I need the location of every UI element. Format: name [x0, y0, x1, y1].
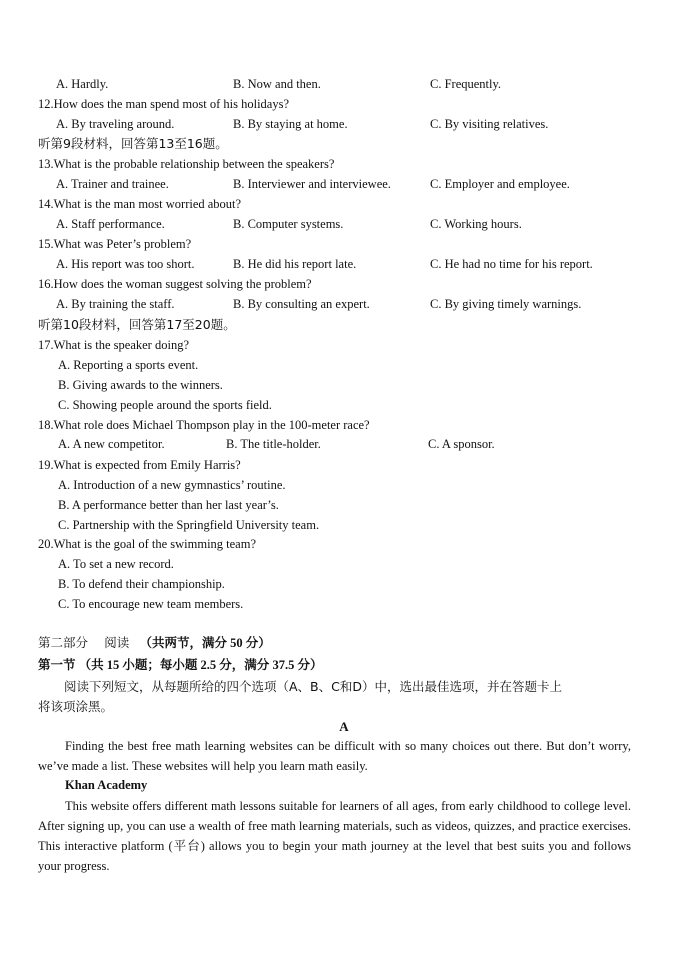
- q17-option-b: B. Giving awards to the winners.: [58, 378, 223, 392]
- q15-option-a: A. His report was too short.: [56, 257, 195, 271]
- q13-stem: 13.What is the probable relationship between the speakers?: [38, 157, 335, 171]
- q14-option-b: B. Computer systems.: [233, 217, 344, 231]
- section-1-count: 15: [106, 658, 120, 672]
- q19-option-c: C. Partnership with the Springfield University team.: [58, 518, 320, 532]
- section-1-each: 2.5: [200, 658, 217, 672]
- q13-option-b: B. Interviewer and interviewee.: [233, 177, 391, 191]
- q16-option-a: A. By training the staff.: [56, 297, 175, 311]
- q17-option-c: C. Showing people around the sports field.: [58, 398, 272, 412]
- section-1-desc-d: 分）: [297, 657, 323, 672]
- q19-option-b: B. A performance better than her last year’s.: [58, 498, 279, 512]
- section-9-heading: 听第9段材料，回答第13至16题。: [38, 136, 228, 151]
- q11-option-a: A. Hardly.: [56, 77, 109, 91]
- q18-option-c: C. A sponsor.: [428, 437, 495, 451]
- passage-body: [38, 796, 631, 876]
- q15-stem: 15.What was Peter’s problem?: [38, 237, 192, 251]
- q12-option-b: B. By staying at home.: [233, 117, 348, 131]
- section-1-desc-b: 小题；每小题: [122, 657, 198, 672]
- q16-stem: 16.How does the woman suggest solving the problem?: [38, 277, 312, 291]
- part-2-desc-pre: （共两节，满分: [139, 635, 228, 650]
- part-2-desc-post: 分）: [245, 635, 271, 650]
- q13-option-a: A. Trainer and trainee.: [56, 177, 169, 191]
- passage-subheading: Khan Academy: [65, 778, 148, 792]
- section-1-desc-a: （共: [78, 657, 104, 672]
- q19-stem: 19.What is expected from Emily Harris?: [38, 458, 241, 472]
- q18-option-a: A. A new competitor.: [58, 437, 165, 451]
- q17-stem: 17.What is the speaker doing?: [38, 338, 189, 352]
- section-1-heading: [38, 657, 322, 673]
- section-1-total: 37.5: [272, 658, 295, 672]
- q15-option-c: C. He had no time for his report.: [430, 257, 593, 271]
- section-1-label: 第一节: [38, 657, 76, 672]
- instruction-line-2: 将该项涂黑。: [38, 699, 114, 714]
- part-2-heading: [38, 635, 271, 651]
- q14-option-a: A. Staff performance.: [56, 217, 165, 231]
- q12-stem: 12.How does the man spend most of his holidays?: [38, 97, 290, 111]
- section-10-heading: 听第10段材料，回答第17至20题。: [38, 317, 236, 332]
- q12-option-c: C. By visiting relatives.: [430, 117, 549, 131]
- q20-option-c: C. To encourage new team members.: [58, 597, 244, 611]
- q14-stem: 14.What is the man most worried about?: [38, 197, 242, 211]
- q13-option-c: C. Employer and employee.: [430, 177, 570, 191]
- q19-option-a: A. Introduction of a new gymnastics’ routine.: [58, 478, 286, 492]
- q14-option-c: C. Working hours.: [430, 217, 522, 231]
- instruction-line-1: 阅读下列短文，从每题所给的四个选项（A、B、C和D）中，选出最佳选项，并在答题卡上: [64, 679, 562, 694]
- q11-option-b: B. Now and then.: [233, 77, 321, 91]
- passage-intro-text: Finding the best free math learning websites can be difficult with so many choices out there. But don’t worry, we’ve made a list. These websites will help you learn math easily.: [38, 739, 631, 773]
- q15-option-b: B. He did his report late.: [233, 257, 357, 271]
- q18-stem: 18.What role does Michael Thompson play in the 100-meter race?: [38, 418, 370, 432]
- q20-stem: 20.What is the goal of the swimming team?: [38, 537, 257, 551]
- q17-option-a: A. Reporting a sports event.: [58, 358, 199, 372]
- q11-option-c: C. Frequently.: [430, 77, 502, 91]
- q16-option-c: C. By giving timely warnings.: [430, 297, 582, 311]
- part-2-label: 第二部分: [38, 635, 89, 650]
- q16-option-b: B. By consulting an expert.: [233, 297, 370, 311]
- part-2-name: 阅读: [104, 635, 130, 650]
- passage-intro: [38, 736, 631, 776]
- q12-option-a: A. By traveling around.: [56, 117, 175, 131]
- section-1-desc-c: 分，满分: [219, 657, 270, 672]
- passage-title: A: [339, 719, 349, 734]
- q20-option-b: B. To defend their championship.: [58, 577, 225, 591]
- part-2-score: 50: [230, 636, 243, 650]
- q20-option-a: A. To set a new record.: [58, 557, 174, 571]
- passage-body-text: This website offers different math lessons suitable for learners of all ages, from early childhood to college level. After signing up, you can use a wealth of free math learning materials, such as videos, quizzes, and practice exercises. This interactive platform (平台) allows you to begin your math journey at the level that best suits you and follows your progress.: [38, 799, 631, 873]
- q18-option-b: B. The title-holder.: [226, 437, 321, 451]
